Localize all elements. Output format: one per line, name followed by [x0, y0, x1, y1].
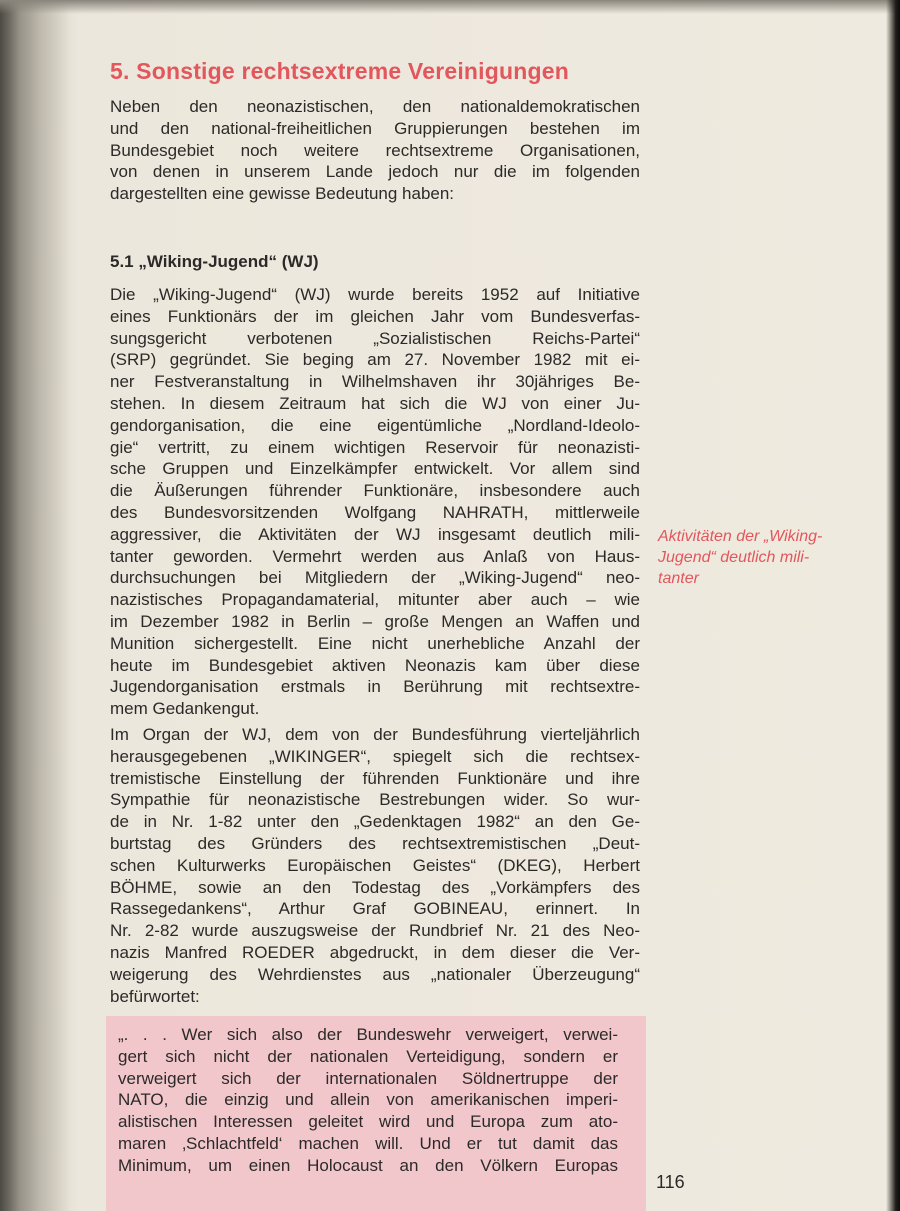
quote-line: NATO, die einzig und allein von amerikanischen imperi- — [118, 1090, 618, 1110]
text-line: des Bundesvorsitzenden Wolfgang NAHRATH, mittlerweile — [110, 502, 640, 522]
text-line: schen Kulturwerks Europäischen Geistes“ (DKEG), Herbert — [110, 855, 640, 875]
quote-line: alistischen Interessen geleitet wird und Europa zum ato- — [118, 1112, 618, 1132]
text-line: Sympathie für neonazistische Bestrebungen wider. So wur- — [110, 790, 640, 810]
margin-note-line: Aktivitäten der „Wiking- — [658, 528, 823, 545]
text-line: nazis Manfred ROEDER abgedruckt, in dem dieser die Ver- — [110, 942, 640, 962]
quote-line: gert sich nicht der nationalen Verteidigung, sondern er — [118, 1046, 618, 1066]
page-top-edge — [0, 0, 900, 14]
text-line: aggressiver, die Aktivitäten der WJ insgesamt deutlich mili- — [110, 524, 640, 544]
text-line: Bundesgebiet noch weitere rechtsextreme Organisationen, — [110, 140, 640, 160]
text-line: mem Gedankengut. — [110, 699, 260, 719]
text-line: durchsuchungen bei Mitgliedern der „Wiking-Jugend“ neo- — [110, 568, 640, 588]
text-line: (SRP) gegründet. Sie beging am 27. November 1982 mit ei- — [110, 350, 640, 370]
margin-note — [658, 526, 878, 589]
text-line: Rassegedankens“, Arthur Graf GOBINEAU, erinnert. In — [110, 899, 640, 919]
page-right-edge — [886, 0, 900, 1211]
text-line: dargestellten eine gewisse Bedeutung haben: — [110, 184, 455, 204]
text-line: die Äußerungen führender Funktionäre, insbesondere auch — [110, 481, 640, 501]
text-line: Jugendorganisation erstmals in Berührung mit rechtsextre- — [110, 677, 640, 697]
text-line: gendorganisation, die eine eigentümliche „Nordland-Ideolo- — [110, 415, 640, 435]
text-line: gie“ vertritt, zu einem wichtigen Reservoir für neonazisti- — [110, 437, 640, 457]
text-line: befürwortet: — [110, 986, 200, 1006]
paragraph-wiking-jugend — [110, 284, 640, 720]
text-line: ner Festveranstaltung in Wilhelmshaven ihr 30jähriges Be- — [110, 372, 640, 392]
subsection-heading: 5.1 „Wiking-Jugend“ (WJ) — [110, 252, 319, 271]
text-line: heute im Bundesgebiet aktiven Neonazis kam über diese — [110, 655, 640, 675]
page-number: 116 — [656, 1172, 685, 1192]
text-line: Munition sichergestellt. Eine nicht unerhebliche Anzahl der — [110, 633, 640, 653]
intro-paragraph — [110, 96, 640, 205]
section-heading: 5. Sonstige rechtsextreme Vereinigungen — [110, 58, 570, 84]
text-line: im Dezember 1982 in Berlin – große Mengen an Waffen und — [110, 611, 640, 631]
margin-note-line: Jugend“ deutlich mili- — [658, 549, 810, 566]
text-line: sungsgericht verbotenen „Sozialistischen Reichs-Partei“ — [110, 328, 640, 348]
text-line: nazistisches Propagandamaterial, mitunter aber auch – wie — [110, 590, 640, 610]
quote-line: maren ‚Schlachtfeld‘ machen will. Und er tut damit das — [118, 1133, 618, 1153]
text-line: burtstag des Gründers des rechtsextremistischen „Deut- — [110, 833, 640, 853]
quote-line: Minimum, um einen Holocaust an den Völkern Europas — [118, 1155, 618, 1175]
text-line: tremistische Einstellung der führenden Funktionäre und ihre — [110, 768, 640, 788]
text-line: Im Organ der WJ, dem von der Bundesführung vierteljährlich — [110, 725, 640, 744]
text-line: und den national-freiheitlichen Gruppierungen bestehen im — [110, 118, 640, 138]
spine-shadow — [0, 0, 70, 1211]
text-line: Nr. 2-82 wurde auszugsweise der Rundbrief Nr. 21 des Neo- — [110, 921, 640, 941]
text-line: Neben den neonazistischen, den nationaldemokratischen — [110, 97, 640, 116]
text-line: Die „Wiking-Jugend“ (WJ) wurde bereits 1952 auf Initiative — [110, 285, 640, 304]
text-line: weigerung des Wehrdienstes aus „nationaler Überzeugung“ — [110, 964, 640, 984]
margin-note-line: tanter — [658, 570, 699, 587]
quote-line: verweigert sich der internationalen Söldnertruppe der — [118, 1068, 618, 1088]
paragraph-wikinger-organ — [110, 724, 640, 1007]
text-line: herausgegebenen „WIKINGER“, spiegelt sich die rechtsex- — [110, 746, 640, 766]
text-line: sche Gruppen und Einzelkämpfer entwickelt. Vor allem sind — [110, 459, 640, 479]
text-line: eines Funktionärs der im gleichen Jahr vom Bundesverfas- — [110, 306, 640, 326]
text-line: stehen. In diesem Zeitraum hat sich die WJ von einer Ju- — [110, 393, 640, 413]
text-line: BÖHME, sowie an den Todestag des „Vorkämpfers des — [110, 877, 640, 897]
text-line: de in Nr. 1-82 unter den „Gedenktagen 1982“ an den Ge- — [110, 812, 640, 832]
quote-text — [118, 1024, 618, 1177]
text-line: tanter geworden. Vermehrt werden aus Anlaß von Haus- — [110, 546, 640, 566]
quote-line: „. . . Wer sich also der Bundeswehr verweigert, verwei- — [118, 1025, 618, 1044]
text-line: von denen in unserem Lande jedoch nur die im folgenden — [110, 162, 640, 182]
